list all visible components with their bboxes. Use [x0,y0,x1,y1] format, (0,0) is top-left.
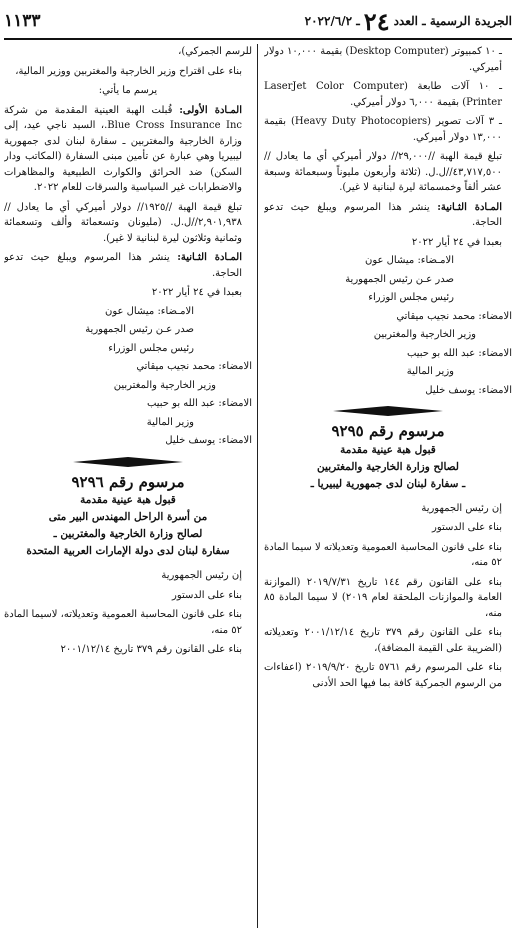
article-two [264,200,512,231]
left-column [4,44,252,928]
article-text: ينشر هذا المرسوم ويبلغ حيث تدعو الحاجة. [4,252,242,279]
donation-value: تبلغ قيمة الهبة //٢٩,٠٠٠// دولار أميركي أي ما يعادل //٤٣,٧١٧,٥٠٠//ل.ل. (ثلاثة وأربعون مليوناً وسبعمائة وسبعة عشر ألفاً وخمسمائة ليرة لبنانية لا غير). [264,151,503,193]
issue-date: ـ ٢٠٢٢/٦/٢ [304,14,360,28]
article-label: المـادة الثـانية: [437,201,502,213]
signature-line: صدر عـن رئيس الجمهورية [345,273,454,285]
article-text: ينشر هذا المرسوم ويبلغ حيث تدعو الحاجة. [264,201,502,228]
paragraph: للرسم الجمركي)، [178,46,252,57]
signature-line: صدر عـن رئيس الجمهورية [85,324,194,335]
paragraph: بناء على القانون رقم ٣٧٩ تاريخ ٢٠٠١/١٢/١٤ وتعديلاته (الضريبة على القيمة المضافة)، [264,627,502,654]
decree-subtitle: من أسرة الراحل المهندس البير متى [48,511,208,523]
article-two [4,250,252,281]
issue-number: ٢٤ [363,6,390,36]
paragraph: بناء على اقتراح وزير الخارجية والمغتربين ووزير المالية، [15,65,242,77]
signature-line: الامـضاء: ميشال عون [105,305,194,317]
article-one [4,103,252,196]
article-label: المـادة الأولى: [179,104,242,116]
decree-title: مرسوم رقم ٩٢٩٥ [331,422,445,440]
signature-line: الامضاء: يوسف خليل [165,435,252,446]
signature-line: الامضاء: عبد الله بو حبيب [146,398,252,409]
right-column [264,44,512,928]
decree-subtitle: لصالح وزارة الخارجية والمغتربين [317,460,459,473]
article-text: قُبلت الهبة العينية المقدمة من شركة Blue Cross Insurance Inc.، السيد ناجي عيد، إلى وزارة الخارجية والمغتربين ـ سفارة لبنان لدى جمهورية ليبيريا وهي عبارة عن تأمين مبنى السفارة (المكاتب ودار السكن) ضد الحرائق والكوارث الطبيعية والمظاهرات والاضطرابات غير السياسية والسرقات للعام ٢٠٢٢. [4,104,242,193]
paragraph: بناء على قانون المحاسبة العمومية وتعديلاته، لاسيما المادة ٥٢ منه، [4,609,242,636]
separator-ornament [333,406,443,416]
list-item: ـ ١٠ آلات طابعة LaserJet Color Computer) Printer) بقيمة ٦,٠٠٠ دولار أميركي. [264,81,502,108]
paragraph: بناء على القانون رقم ١٤٤ تاريخ ٢٠١٩/٧/٣١ (الموازنة العامة والموازنات الملحقة لعام ٢٠١٩) لا سيما المادة ٨٥ منه، [264,576,503,619]
decree-title: مرسوم رقم ٩٢٩٦ [71,472,185,491]
decree-subtitle: قبول هبة عينية مقدمة [80,494,176,506]
signature-line: وزير الخارجية والمغتربين [113,379,216,391]
column-divider [257,44,258,928]
signature-line: الامضاء: محمد نجيب ميقاتي [136,361,252,372]
signing-date: بعبدا في ٢٤ أيار ٢٠٢٢ [411,236,502,248]
separator-ornament [73,457,183,467]
signing-date: بعبدا في ٢٤ أيار ٢٠٢٢ [151,287,242,298]
page-header [4,4,512,40]
decree-subtitle: لصالح وزارة الخارجية والمغتربين ـ [53,528,203,540]
paragraph: بناء على قانون المحاسبة العمومية وتعديلاته لا سيما المادة ٥٢ منه، [264,541,502,568]
decree-subtitle: قبول هبة عينية مقدمة [340,443,436,456]
paragraph: بناء على الدستور [172,589,242,601]
list-item: ـ ١٠ كمبيوتر (Desktop Computer) بقيمة ١٠,٠٠٠ دولار أميركي. [264,46,502,73]
paragraph: بناء على الدستور [432,522,502,533]
page-number: ١١٣٣ [4,11,41,31]
signature-line: رئيس مجلس الوزراء [108,342,194,354]
paragraph: إن رئيس الجمهورية [161,570,242,581]
header-title-group [305,7,512,36]
list-item: ـ ٣ آلات تصوير (Heavy Duty Photocopiers) بقيمة ١٣,٠٠٠ دولار أميركي. [264,116,502,143]
signature-line: رئيس مجلس الوزراء [368,292,454,303]
paragraph: بناء على المرسوم رقم ٥٧٦١ تاريخ ٢٠١٩/٩/٢٠ (اعفاءات من الرسوم الجمركية كافة بما فيها الحد الأدنى [264,662,502,689]
signature-line: وزير الخارجية والمغتربين [373,329,476,340]
signature-line: الامضاء: عبد الله بو حبيب [406,347,512,359]
article-label: المـادة الثـانية: [177,252,242,263]
signature-line: وزير المالية [146,416,194,428]
decree-formula: يرسم ما يأتي: [98,85,158,96]
signature-line: الامضاء: محمد نجيب ميقاتي [396,310,512,322]
donation-value: تبلغ قيمة الهبة //١٩٢٥// دولار أميركي أي ما يعادل //٢,٩٠١,٩٣٨//ل.ل. (مليونان وتسعمائة وألف وتسعمائة وثمانية وثلاثون ليرة لبنانية لا غير). [4,201,242,244]
paragraph: إن رئيس الجمهورية [421,502,502,514]
signature-line: الامـضاء: ميشال عون [365,255,454,266]
signature-line: الامضاء: يوسف خليل [425,384,512,396]
signature-line: وزير المالية [406,366,454,377]
decree-subtitle: سفارة لبنان لدى دولة الإمارات العربية المتحدة [26,545,230,557]
paragraph: بناء على القانون رقم ٣٧٩ تاريخ ٢٠٠١/١٢/١٤ [60,644,242,655]
decree-subtitle: ـ سفارة لبنان لدى جمهورية ليبيريا ـ [310,477,466,490]
gazette-title: الجريدة الرسمية ـ العدد [393,14,512,28]
